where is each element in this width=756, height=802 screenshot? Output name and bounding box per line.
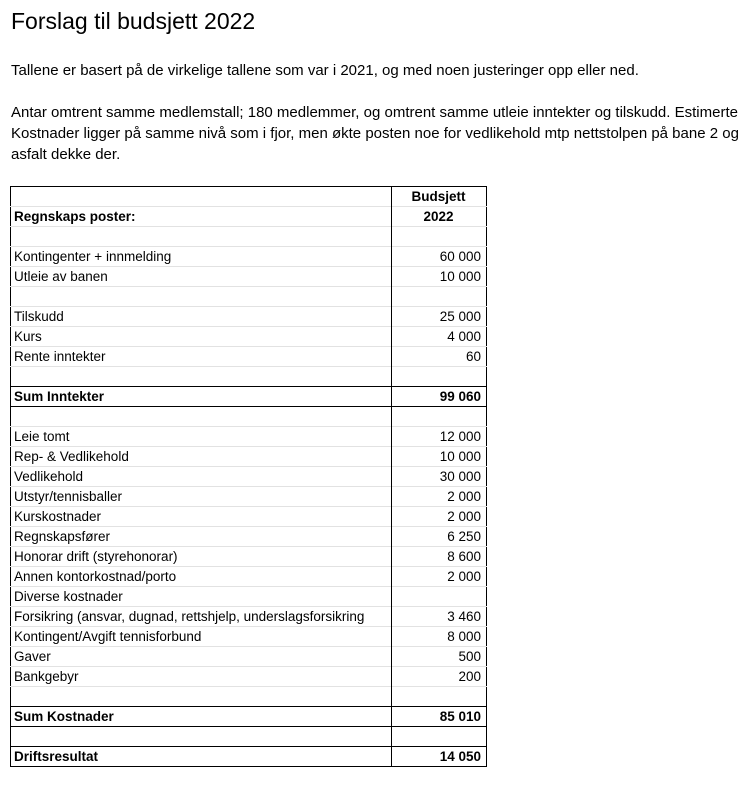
- table-row: [11, 587, 487, 607]
- row-label: Vedlikehold: [11, 467, 392, 487]
- row-label: Kontingenter + innmelding: [11, 247, 392, 267]
- row-label: Honorar drift (styrehonorar): [11, 547, 392, 567]
- table-row: [11, 727, 487, 747]
- row-value: 99 060: [392, 387, 487, 407]
- row-label: [11, 727, 392, 747]
- table-row: [11, 347, 487, 367]
- table-row: [11, 687, 487, 707]
- row-value: 10 000: [392, 447, 487, 467]
- intro-paragraph-1: Tallene er basert på de virkelige tallene som var i 2021, og med noen justeringer opp eller ned.: [11, 62, 639, 79]
- row-label: Kurs: [11, 327, 392, 347]
- row-label: Leie tomt: [11, 427, 392, 447]
- row-value: 2 000: [392, 567, 487, 587]
- row-label: Forsikring (ansvar, dugnad, rettshjelp, underslagsforsikring: [11, 607, 392, 627]
- row-value: [392, 687, 487, 707]
- table-row: [11, 447, 487, 467]
- table-row: [11, 267, 487, 287]
- table-row: [11, 467, 487, 487]
- row-label: Bankgebyr: [11, 667, 392, 687]
- row-label: Tilskudd: [11, 307, 392, 327]
- row-label: Utstyr/tennisballer: [11, 487, 392, 507]
- header-budget-label: Budsjett: [392, 187, 487, 207]
- row-value: 14 050: [392, 747, 487, 767]
- table-row: [11, 307, 487, 327]
- header-empty-cell: [11, 187, 392, 207]
- row-value: 6 250: [392, 527, 487, 547]
- row-value: [392, 367, 487, 387]
- table-row: [11, 327, 487, 347]
- table-row: [11, 507, 487, 527]
- header-year-label: 2022: [392, 207, 487, 227]
- row-value: [392, 727, 487, 747]
- sum-income-row: [11, 387, 487, 407]
- table-row: [11, 287, 487, 307]
- row-label: Diverse kostnader: [11, 587, 392, 607]
- row-value: [392, 227, 487, 247]
- row-value: 85 010: [392, 707, 487, 727]
- header-posts-label: Regnskaps poster:: [11, 207, 392, 227]
- table-row: [11, 367, 487, 387]
- row-label: Kontingent/Avgift tennisforbund: [11, 627, 392, 647]
- row-label: Driftsresultat: [11, 747, 392, 767]
- row-value: 30 000: [392, 467, 487, 487]
- row-label: Sum Inntekter: [11, 387, 392, 407]
- row-label: Utleie av banen: [11, 267, 392, 287]
- row-label: Sum Kostnader: [11, 707, 392, 727]
- row-value: 10 000: [392, 267, 487, 287]
- table-row: [11, 567, 487, 587]
- row-label: Rente inntekter: [11, 347, 392, 367]
- row-label: [11, 407, 392, 427]
- row-value: 2 000: [392, 487, 487, 507]
- row-value: 2 000: [392, 507, 487, 527]
- row-value: 200: [392, 667, 487, 687]
- row-value: [392, 587, 487, 607]
- table-row: [11, 247, 487, 267]
- row-value: 8 000: [392, 627, 487, 647]
- intro-paragraph-2: Antar omtrent samme medlemstall; 180 medlemmer, og omtrent samme utleie inntekter og tilskudd. Estimerte Kostnader ligger på samme nivå som i fjor, men økte posten noe for vedlikehold mtp nettstolpen på bane 2 og asfalt dekke der.: [11, 104, 739, 163]
- table-row: [11, 527, 487, 547]
- row-value: 60 000: [392, 247, 487, 267]
- table-row: [11, 407, 487, 427]
- operating-result-row: [11, 747, 487, 767]
- row-value: 500: [392, 647, 487, 667]
- row-value: [392, 407, 487, 427]
- row-label: [11, 287, 392, 307]
- row-value: 60: [392, 347, 487, 367]
- table-row: [11, 487, 487, 507]
- table-row: [11, 627, 487, 647]
- row-label: [11, 367, 392, 387]
- row-label: [11, 687, 392, 707]
- sum-costs-row: [11, 707, 487, 727]
- row-label: Annen kontorkostnad/porto: [11, 567, 392, 587]
- row-label: [11, 227, 392, 247]
- table-header-row: [11, 187, 487, 207]
- table-row: [11, 227, 487, 247]
- row-value: [392, 287, 487, 307]
- table-header-row: [11, 207, 487, 227]
- row-value: 12 000: [392, 427, 487, 447]
- table-row: [11, 427, 487, 447]
- table-row: [11, 607, 487, 627]
- row-value: 4 000: [392, 327, 487, 347]
- table-row: [11, 547, 487, 567]
- row-value: 25 000: [392, 307, 487, 327]
- row-value: 8 600: [392, 547, 487, 567]
- row-label: Rep- & Vedlikehold: [11, 447, 392, 467]
- row-label: Kurskostnader: [11, 507, 392, 527]
- document-title: Forslag til budsjett 2022: [11, 8, 256, 34]
- row-value: 3 460: [392, 607, 487, 627]
- table-row: [11, 667, 487, 687]
- row-label: Gaver: [11, 647, 392, 667]
- row-label: Regnskapsfører: [11, 527, 392, 547]
- table-row: [11, 647, 487, 667]
- budget-table: [10, 186, 487, 767]
